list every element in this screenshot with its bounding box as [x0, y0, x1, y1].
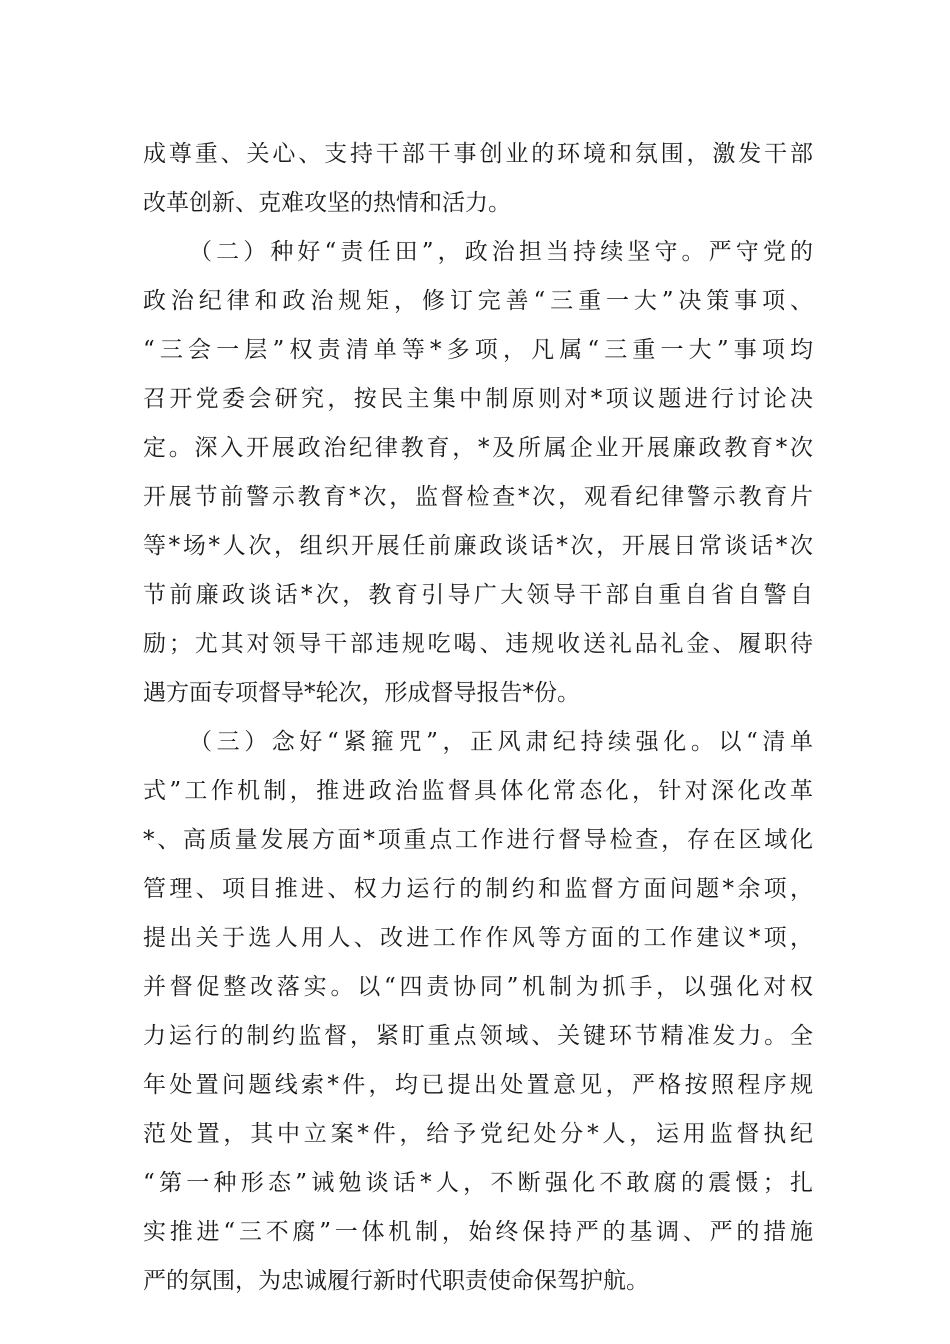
paragraph-line: （二）种好“责任田”，政治担当持续坚守。严守党的 — [189, 239, 813, 265]
paragraph-line: 并督促整改落实。以“四责协同”机制为抓手，以强化对权 — [143, 974, 813, 1000]
paragraph-line: （三）念好“紧箍咒”，正风肃纪持续强化。以“清单 — [189, 729, 813, 755]
paragraph-line: *、高质量发展方面*项重点工作进行督导检查，存在区域化 — [143, 827, 813, 853]
paragraph-3 — [143, 718, 813, 1306]
paragraph-line: 励；尤其对领导干部违规吃喝、违规收送礼品礼金、履职待 — [143, 631, 813, 657]
paragraph-line: 等*场*人次，组织开展任前廉政谈话*次，开展日常谈话*次 — [143, 533, 813, 559]
paragraph-line: 提出关于选人用人、改进工作作风等方面的工作建议*项， — [143, 925, 813, 951]
paragraph-line: 定。深入开展政治纪律教育，*及所属企业开展廉政教育*次 — [143, 435, 813, 461]
paragraph-line: “三会一层”权责清单等*多项，凡属“三重一大”事项均 — [143, 337, 813, 363]
paragraph-line: 年处置问题线索*件，均已提出处置意见，严格按照程序规 — [143, 1072, 813, 1098]
body-text — [143, 130, 813, 1306]
paragraph-line: 实推进“三不腐”一体机制，始终保持严的基调、严的措施 — [143, 1219, 813, 1245]
paragraph-line: 遇方面专项督导*轮次，形成督导报告*份。 — [143, 680, 580, 706]
paragraph-line: “第一种形态”诫勉谈话*人，不断强化不敢腐的震慑；扎 — [143, 1170, 813, 1196]
paragraph-line: 节前廉政谈话*次，教育引导广大领导干部自重自省自警自 — [143, 582, 813, 608]
paragraph-1 — [143, 130, 813, 228]
paragraph-line: 成尊重、关心、支持干部干事创业的环境和氛围，激发干部 — [143, 141, 813, 167]
paragraph-line: 范处置，其中立案*件，给予党纪处分*人，运用监督执纪 — [143, 1121, 813, 1147]
paragraph-line: 力运行的制约监督，紧盯重点领域、关键环节精准发力。全 — [143, 1023, 813, 1049]
paragraph-line: 管理、项目推进、权力运行的制约和监督方面问题*余项， — [143, 876, 813, 902]
paragraph-line: 式”工作机制，推进政治监督具体化常态化，针对深化改革 — [143, 778, 813, 804]
paragraph-2 — [143, 228, 813, 718]
paragraph-line: 开展节前警示教育*次，监督检查*次，观看纪律警示教育片 — [143, 484, 813, 510]
paragraph-line: 严的氛围，为忠诚履行新时代职责使命保驾护航。 — [143, 1268, 649, 1294]
paragraph-line: 改革创新、克难攻坚的热情和活力。 — [143, 190, 511, 216]
paragraph-line: 召开党委会研究，按民主集中制原则对*项议题进行讨论决 — [143, 386, 813, 412]
paragraph-line: 政治纪律和政治规矩，修订完善“三重一大”决策事项、 — [143, 288, 813, 314]
